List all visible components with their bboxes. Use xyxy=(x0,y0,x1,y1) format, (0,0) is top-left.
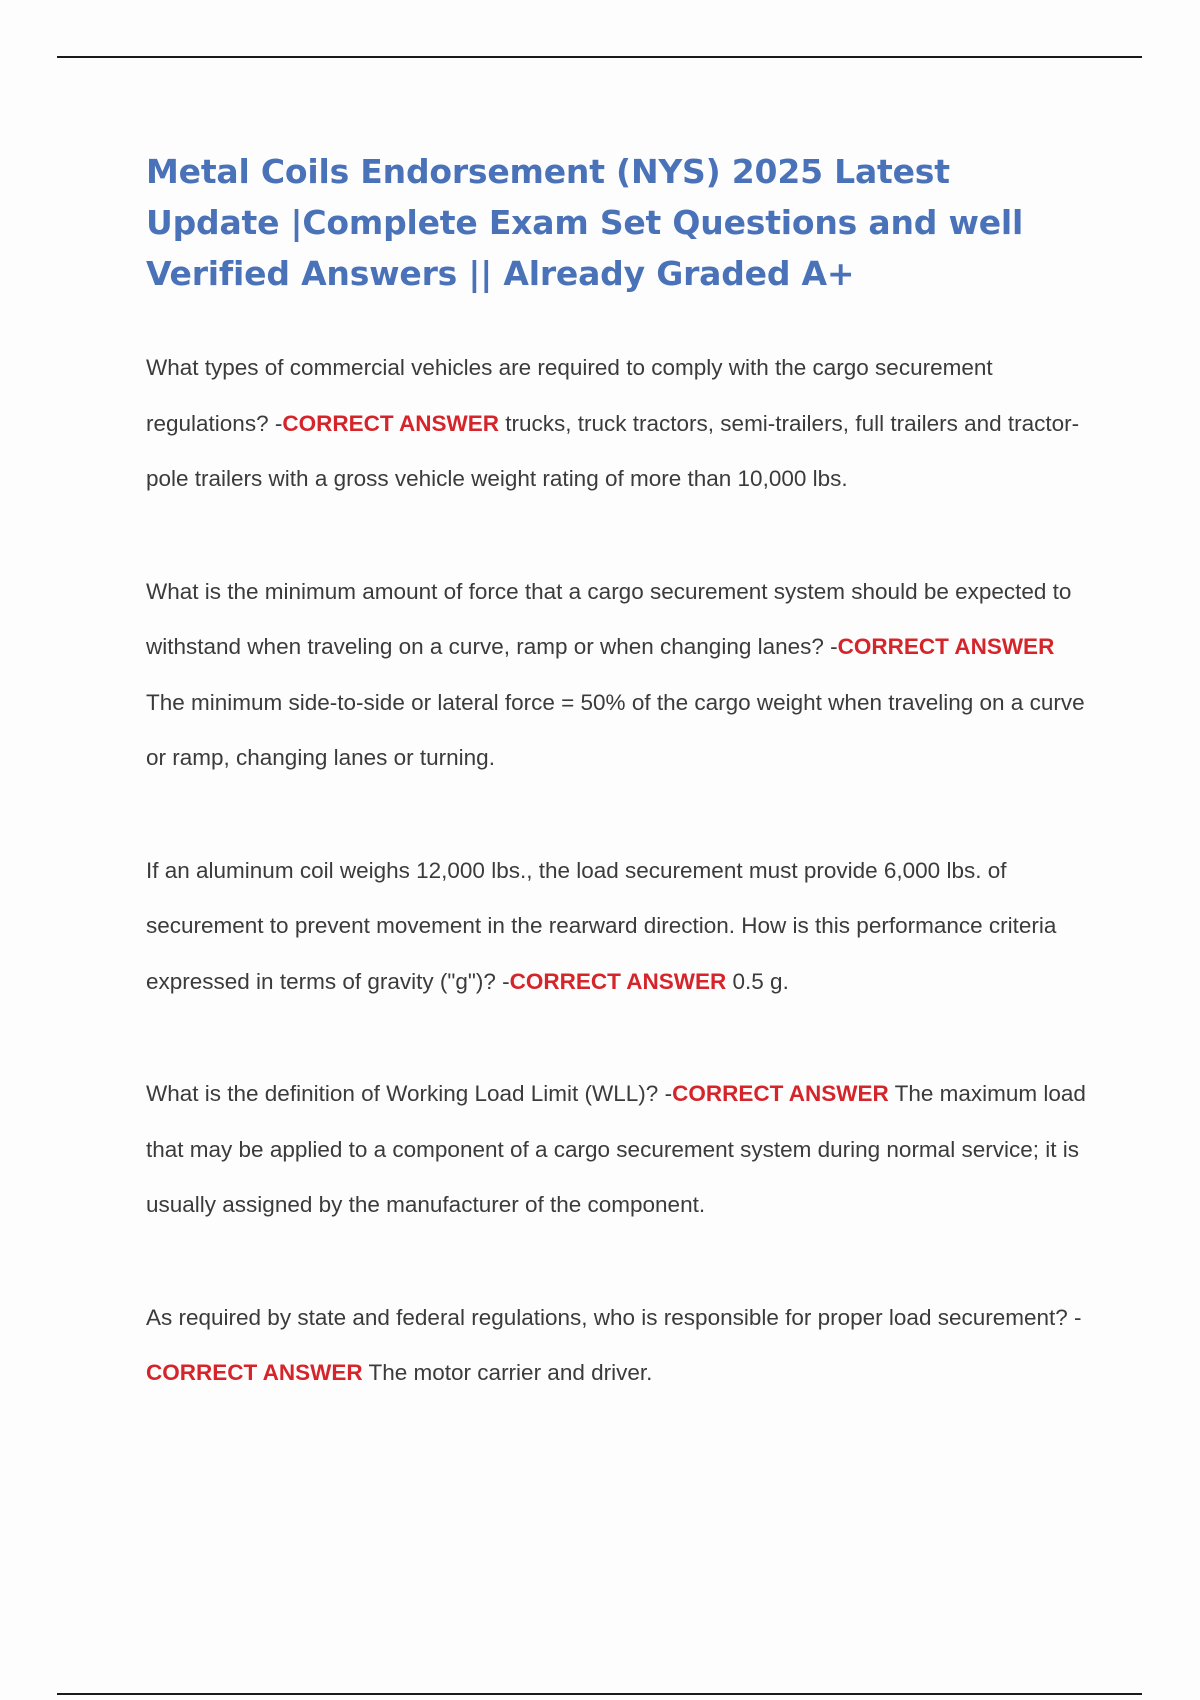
answer-dash: - xyxy=(830,634,838,659)
answer-text: 0.5 g. xyxy=(726,968,789,994)
qa-item xyxy=(146,340,1086,507)
document-title: Metal Coils Endorsement (NYS) 2025 Latest Update |Complete Exam Set Questions and well Verified Answers || Already Graded A+ xyxy=(146,152,1024,293)
header-rule xyxy=(57,56,1142,58)
question-text: What is the minimum amount of force that a cargo securement system should be expected to withstand when traveling on a curve, ramp or when changing lanes? xyxy=(146,578,1072,659)
answer-text: The minimum side-to-side or lateral force = 50% of the cargo weight when traveling on a curve or ramp, changing lanes or turning. xyxy=(146,689,1085,770)
answer-dash: - xyxy=(664,1081,673,1106)
correct-answer-label: CORRECT ANSWER xyxy=(509,968,727,994)
question-text: What is the definition of Working Load Limit (WLL)? xyxy=(146,1081,665,1106)
answer-text: The maximum load that may be applied to a component of a cargo securement system during normal service; it is usually assigned by the manufacturer of the component. xyxy=(146,1081,1086,1217)
qa-item xyxy=(146,1066,1086,1233)
qa-list xyxy=(146,340,1086,1401)
correct-answer-label: CORRECT ANSWER xyxy=(837,634,1055,659)
qa-item xyxy=(146,564,1086,786)
footer-rule xyxy=(57,1693,1142,1695)
answer-dash: - xyxy=(274,410,283,436)
question-text: As required by state and federal regulations, who is responsible for proper load securement? xyxy=(146,1304,1075,1330)
question-text: What types of commercial vehicles are required to comply with the cargo securement regulations? xyxy=(146,355,993,436)
answer-dash: - xyxy=(1074,1304,1082,1330)
correct-answer-label: CORRECT ANSWER xyxy=(282,410,500,436)
correct-answer-label: CORRECT ANSWER xyxy=(146,1360,363,1385)
question-text: If an aluminum coil weighs 12,000 lbs., the load securement must provide 6,000 lbs. of securement to prevent movement in the rearward direction. How is this performance criteria expressed in terms of gravity ("g")? xyxy=(146,857,1057,994)
answer-text: trucks, truck tractors, semi-trailers, full trailers and tractor-pole trailers with a gross vehicle weight rating of more than 10,000 lbs. xyxy=(146,410,1080,491)
answer-text: The motor carrier and driver. xyxy=(362,1360,653,1385)
correct-answer-label: CORRECT ANSWER xyxy=(672,1081,889,1106)
answer-dash: - xyxy=(502,968,510,994)
page-content xyxy=(146,146,1086,1458)
qa-item xyxy=(146,843,1086,1010)
qa-item xyxy=(146,1290,1086,1401)
